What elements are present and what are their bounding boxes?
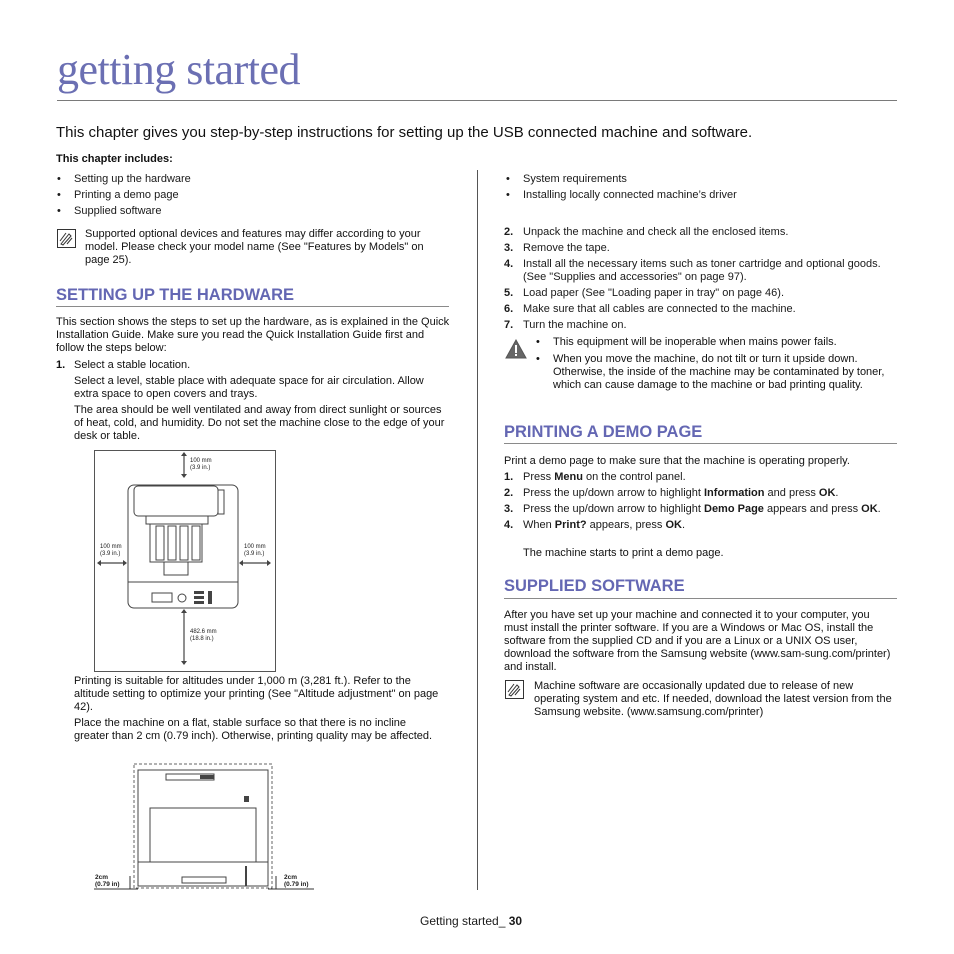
section-heading-software: SUPPLIED SOFTWARE <box>504 577 685 595</box>
list-item: 4. Install all the necessary items such as toner cartridge and optional goods. (See "Supplies and accessories" on page 97). <box>504 258 881 283</box>
list-item: 5. Load paper (See "Loading paper in tray" on page 46). <box>504 287 784 299</box>
demo-steps <box>504 471 896 535</box>
list-item: • When you move the machine, do not tilt or turn it upside down. Otherwise, the inside of the machine may be contaminated by toner, which can cause damage to the machine or bad printing quality. <box>536 353 885 391</box>
list-item: 2. Press the up/down arrow to highlight Information and press OK. <box>504 487 839 499</box>
note-icon <box>57 229 76 253</box>
note-text: Machine software are occasionally updated due to release of new operating system and etc. If needed, download the latest version from the Samsung website. (www.samsung.com/printer) <box>534 680 892 718</box>
hardware-steps-continued <box>504 226 896 335</box>
incline-diagram <box>94 762 316 899</box>
list-item: • Setting up the hardware <box>56 171 191 187</box>
clearance-top-label: 100 mm (3.9 in.) <box>190 458 212 471</box>
section-heading-demo: PRINTING A DEMO PAGE <box>504 423 703 441</box>
list-item: 1. Press Menu on the control panel. <box>504 471 686 483</box>
title-rule <box>57 100 897 101</box>
hardware-paragraph: Select a level, stable place with adequate space for air circulation. Allow extra space to open covers and trays. <box>74 375 424 400</box>
warning-list <box>535 336 887 392</box>
list-item: 2. Unpack the machine and check all the enclosed items. <box>504 226 789 238</box>
list-item: • Supplied software <box>56 203 191 219</box>
section-rule <box>56 306 449 307</box>
warning-icon <box>505 339 527 364</box>
section-rule <box>504 598 897 599</box>
demo-result: The machine starts to print a demo page. <box>523 547 724 559</box>
section-rule <box>504 443 897 444</box>
software-intro: After you have set up your machine and connected it to your computer, you must install the printer software. If you are a Windows or Mac OS, install the software from the supplied CD and if you are a Linux or a UNIX OS user, download the software from the Samsung website (www.sam-sung.com/printer) and install. <box>504 609 891 673</box>
hardware-intro: This section shows the steps to set up the hardware, as is explained in the Quick Installation Guide. Make sure you read the Quick Installation Guide first and follow the steps below: <box>56 316 450 354</box>
hardware-paragraph: Printing is suitable for altitudes under 1,000 m (3,281 ft.). Refer to the altitude setting to optimize your printing (See "Altitude adjustment" on page 42). <box>74 675 439 713</box>
includes-list-left <box>56 171 191 219</box>
incline-left-label: 2cm (0.79 in) <box>95 874 120 888</box>
list-item: 7. Turn the machine on. <box>504 319 627 331</box>
demo-intro: Print a demo page to make sure that the machine is operating properly. <box>504 455 850 467</box>
hardware-paragraph: Place the machine on a flat, stable surface so that there is no incline greater than 2 cm (0.79 inch). Otherwise, printing quality may be affected. <box>74 717 433 742</box>
note-text: Supported optional devices and features may differ according to your model. Please check your model name (See "Features by Models" on page 25). <box>85 228 424 266</box>
section-heading-hardware: SETTING UP THE HARDWARE <box>56 286 295 304</box>
hardware-paragraph: The area should be well ventilated and away from direct sunlight or sources of heat, cold, and humidity. Do not set the machine close to the edge of your desk or table. <box>74 404 445 442</box>
step-number: 1. <box>56 359 66 371</box>
clearance-bottom-label: 482.6 mm (18.8 in.) <box>190 629 217 642</box>
page-title: getting started <box>57 45 300 94</box>
hardware-step-1 <box>56 359 451 372</box>
chapter-intro: This chapter gives you step-by-step instructions for setting up the USB connected machine and software. <box>56 124 753 141</box>
step-text: Select a stable location. <box>74 359 191 371</box>
list-item: • System requirements <box>505 171 737 187</box>
column-divider <box>477 170 478 890</box>
footer-label: Getting started_ <box>420 914 509 928</box>
list-item: 4. When Print? appears, press OK. <box>504 519 686 531</box>
list-item: • This equipment will be inoperable when mains power fails. <box>536 336 837 348</box>
page-footer <box>420 914 522 928</box>
list-item: 6. Make sure that all cables are connected to the machine. <box>504 303 796 315</box>
list-item: 3. Remove the tape. <box>504 242 610 254</box>
clearance-left-label: 100 mm (3.9 in.) <box>100 544 122 557</box>
page-number: 30 <box>508 914 523 928</box>
note-icon <box>505 680 524 704</box>
includes-label: This chapter includes: <box>56 153 173 165</box>
clearance-right-label: 100 mm (3.9 in.) <box>244 544 266 557</box>
includes-list-right <box>505 171 737 203</box>
incline-right-label: 2cm (0.79 in) <box>284 874 309 888</box>
list-item: • Printing a demo page <box>56 187 191 203</box>
clearance-diagram <box>94 450 276 677</box>
list-item: 3. Press the up/down arrow to highlight Demo Page appears and press OK. <box>504 503 881 515</box>
list-item: • Installing locally connected machine’s driver <box>505 187 737 203</box>
